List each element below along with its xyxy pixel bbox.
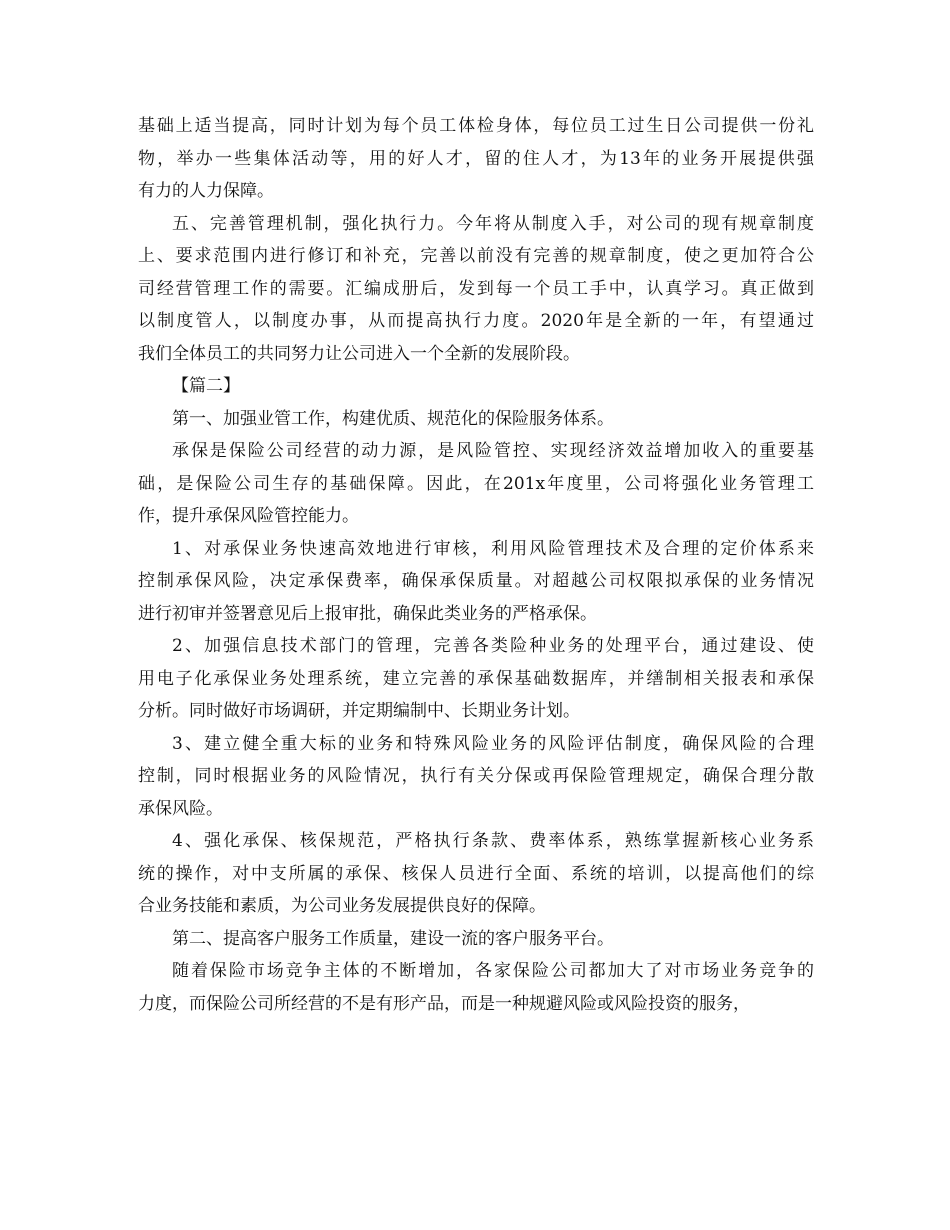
text-line: 统的操作，对中支所属的承保、核保人员进行全面、系统的培训，以提高他们的综 (138, 863, 814, 884)
text-line: 分析。同时做好市场调研，并定期编制中、长期业务计划。 (138, 701, 580, 721)
text-line: 用电子化承保业务处理系统，建立完善的承保基础数据库，并缮制相关报表和承保 (138, 668, 814, 689)
text-line: 五、完善管理机制，强化执行力。今年将从制度入手，对公司的现有规章制度 (172, 213, 814, 234)
paragraph-p4 (138, 403, 814, 436)
paragraph-p9 (138, 825, 814, 923)
text-line: 作，提升承保风险管控能力。 (138, 506, 359, 526)
paragraph-p8 (138, 728, 814, 826)
paragraph-p5 (138, 435, 814, 533)
text-line: 承保是保险公司经营的动力源，是风险管控、实现经济效益增加收入的重要基 (172, 441, 814, 461)
text-line: 控制承保风险，决定承保费率，确保承保质量。对超越公司权限拟承保的业务情况 (138, 571, 814, 591)
text-line: 以制度管人，以制度办事，从而提高执行力度。2020年是全新的一年，有望通过 (138, 311, 814, 331)
text-line: 力度，而保险公司所经营的不是有形产品，而是一种规避风险或风险投资的服务， (138, 993, 750, 1014)
text-line: 基础上适当提高，同时计划为每个员工体检身体，每位员工过生日公司提供一份礼 (138, 116, 814, 136)
paragraph-p3 (138, 370, 814, 403)
paragraph-p10 (138, 923, 814, 956)
text-line: 我们全体员工的共同努力让公司进入一个全新的发展阶段。 (138, 343, 580, 364)
text-line: 础，是保险公司生存的基础保障。因此，在201x年度里，公司将强化业务管理工 (138, 473, 814, 494)
text-line: 承保风险。 (138, 798, 223, 819)
document-body (138, 110, 814, 1020)
text-line: 1、对承保业务快速高效地进行审核，利用风险管理技术及合理的定价体系来 (172, 538, 814, 559)
document-page (138, 110, 814, 1020)
text-line: 进行初审并签署意见后上报审批，确保此类业务的严格承保。 (138, 603, 597, 624)
text-line: 物，举办一些集体活动等，用的好人才，留的住人才，为13年的业务开展提供强 (138, 148, 814, 169)
text-line: 上、要求范围内进行修订和补充，完善以前没有完善的规章制度，使之更加符合公 (138, 246, 814, 266)
text-line: 【篇二】 (172, 376, 240, 396)
paragraph-p6 (138, 533, 814, 631)
text-line: 随着保险市场竞争主体的不断增加，各家保险公司都加大了对市场业务竞争的 (172, 961, 814, 981)
text-line: 2、加强信息技术部门的管理，完善各类险种业务的处理平台，通过建设、使 (172, 636, 814, 656)
paragraph-p7 (138, 630, 814, 728)
text-line: 第二、提高客户服务工作质量，建设一流的客户服务平台。 (172, 928, 614, 949)
paragraph-p11 (138, 955, 814, 1020)
text-line: 有力的人力保障。 (138, 181, 274, 201)
paragraph-p2 (138, 208, 814, 371)
text-line: 3、建立健全重大标的业务和特殊风险业务的风险评估制度，确保风险的合理 (172, 733, 814, 754)
paragraph-p1 (138, 110, 814, 208)
text-line: 第一、加强业管工作，构建优质、规范化的保险服务体系。 (172, 408, 614, 429)
text-line: 控制，同时根据业务的风险情况，执行有关分保或再保险管理规定，确保合理分散 (138, 766, 814, 786)
text-line: 4、强化承保、核保规范，严格执行条款、费率体系，熟练掌握新核心业务系 (172, 831, 814, 851)
text-line: 合业务技能和素质，为公司业务发展提供良好的保障。 (138, 896, 546, 916)
text-line: 司经营管理工作的需要。汇编成册后，发到每一个员工手中，认真学习。真正做到 (138, 278, 814, 299)
